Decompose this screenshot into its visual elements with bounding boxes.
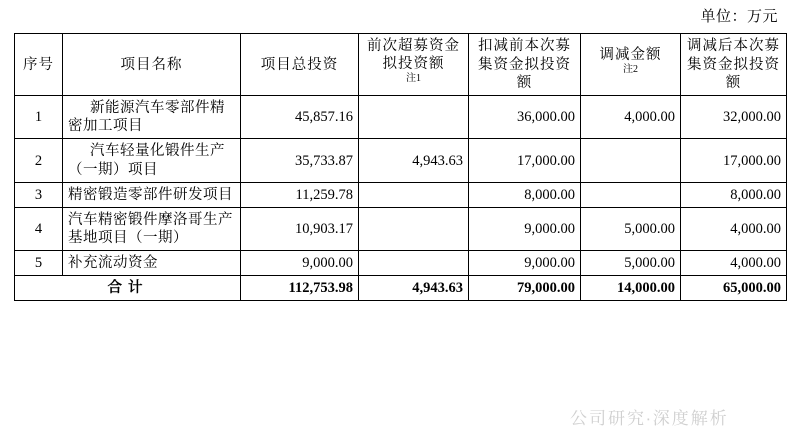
- cell-before-reduce-sum: 79,000.00: [469, 276, 581, 301]
- fundraising-table: [14, 33, 787, 301]
- cell-project-name: 新能源汽车零部件精密加工项目: [63, 96, 241, 139]
- cell-seq: 4: [15, 207, 63, 250]
- cell-reduce-amount: 5,000.00: [581, 207, 681, 250]
- cell-after-reduce: 32,000.00: [681, 96, 787, 139]
- table-row: [15, 182, 787, 207]
- cell-total-investment: 9,000.00: [241, 251, 359, 276]
- column-header-seq: 序号: [15, 34, 63, 96]
- cell-prev-raised: [359, 96, 469, 139]
- cell-before-reduce: 8,000.00: [469, 182, 581, 207]
- column-header-after-reduce: 调减后本次募集资金拟投资额: [681, 34, 787, 96]
- cell-project-name: 精密锻造零部件研发项目: [63, 182, 241, 207]
- cell-project-name: 汽车精密锻件摩洛哥生产基地项目（一期）: [63, 207, 241, 250]
- cell-seq: 2: [15, 139, 63, 182]
- cell-total-label: 合计: [15, 276, 241, 301]
- cell-before-reduce: 9,000.00: [469, 207, 581, 250]
- table-row: [15, 251, 787, 276]
- column-header-prev-raised: [359, 34, 469, 96]
- cell-reduce-amount-sum: 14,000.00: [581, 276, 681, 301]
- cell-before-reduce: 17,000.00: [469, 139, 581, 182]
- cell-after-reduce: 8,000.00: [681, 182, 787, 207]
- cell-before-reduce: 36,000.00: [469, 96, 581, 139]
- cell-project-name: 汽车轻量化锻件生产（一期）项目: [63, 139, 241, 182]
- column-header-before-reduce: 扣减前本次募集资金拟投资额: [469, 34, 581, 96]
- cell-reduce-amount: 5,000.00: [581, 251, 681, 276]
- table-row: [15, 96, 787, 139]
- cell-reduce-amount: [581, 182, 681, 207]
- cell-reduce-amount: [581, 139, 681, 182]
- column-header-prev-raised-note: 注1: [406, 73, 421, 85]
- cell-total-investment-sum: 112,753.98: [241, 276, 359, 301]
- cell-seq: 1: [15, 96, 63, 139]
- table-row: [15, 139, 787, 182]
- table-header-row: [15, 34, 787, 96]
- watermark-text: 公司研究∙深度解析: [570, 409, 729, 428]
- cell-total-investment: 35,733.87: [241, 139, 359, 182]
- column-header-reduce-amount: [581, 34, 681, 96]
- cell-prev-raised: [359, 182, 469, 207]
- cell-after-reduce: 4,000.00: [681, 207, 787, 250]
- cell-prev-raised: [359, 251, 469, 276]
- cell-after-reduce-sum: 65,000.00: [681, 276, 787, 301]
- cell-before-reduce: 9,000.00: [469, 251, 581, 276]
- cell-project-name: 补充流动资金: [63, 251, 241, 276]
- cell-seq: 3: [15, 182, 63, 207]
- column-header-prev-raised-text: 前次超募资金拟投资额: [367, 38, 460, 73]
- column-header-reduce-amount-text: 调减金额: [599, 47, 662, 64]
- cell-reduce-amount: 4,000.00: [581, 96, 681, 139]
- column-header-reduce-amount-note: 注2: [623, 64, 638, 76]
- cell-after-reduce: 17,000.00: [681, 139, 787, 182]
- cell-total-investment: 11,259.78: [241, 182, 359, 207]
- cell-prev-raised-sum: 4,943.63: [359, 276, 469, 301]
- cell-seq: 5: [15, 251, 63, 276]
- table-row: [15, 207, 787, 250]
- column-header-project-name: 项目名称: [63, 34, 241, 96]
- cell-after-reduce: 4,000.00: [681, 251, 787, 276]
- table-total-row: [15, 276, 787, 301]
- cell-total-investment: 10,903.17: [241, 207, 359, 250]
- cell-prev-raised: 4,943.63: [359, 139, 469, 182]
- cell-total-investment: 45,857.16: [241, 96, 359, 139]
- cell-prev-raised: [359, 207, 469, 250]
- unit-label: 单位：万元: [700, 9, 778, 25]
- column-header-total-investment: 项目总投资: [241, 34, 359, 96]
